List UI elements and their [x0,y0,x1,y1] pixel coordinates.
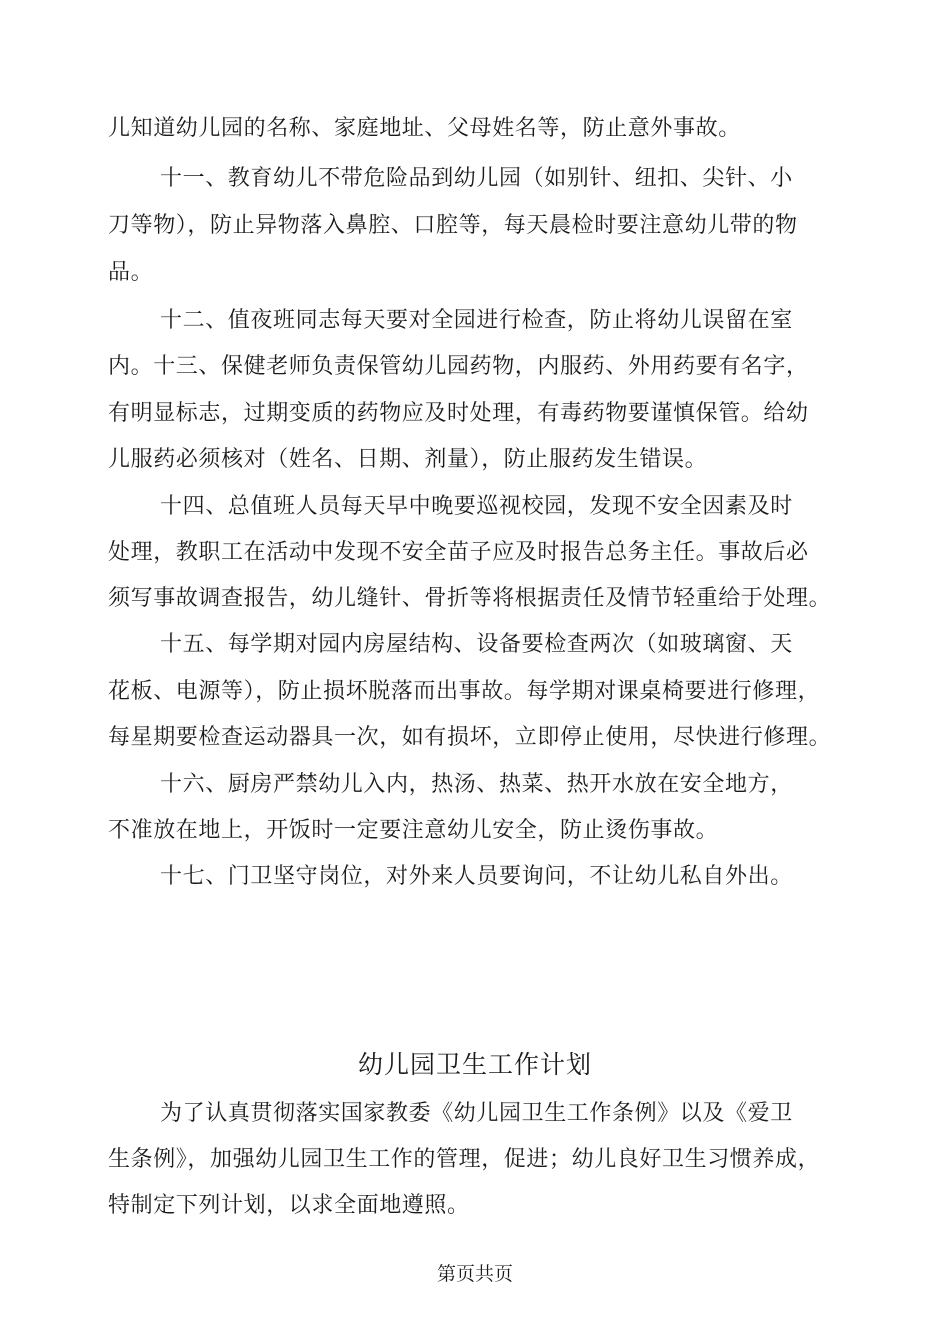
text-line: 处理，教职工在活动中发现不安全苗子应及时报告总务主任。事故后必 [108,540,809,565]
section-title: 幼儿园卫生工作计划 [357,1050,592,1079]
page-footer: 第页共页 [436,1263,513,1285]
text-line: 每星期要检查运动器具一次，如有损坏，立即停止使用，尽快进行修理。 [108,725,832,750]
text-line: 十二、值夜班同志每天要对全园进行检查，防止将幼儿误留在室 [160,308,793,333]
text-line: 品。 [108,260,154,285]
text-line: 儿知道幼儿园的名称、家庭地址、父母姓名等，防止意外事故。 [108,116,741,141]
text-line: 特制定下列计划，以求全面地遵照。 [108,1193,470,1218]
text-line: 花板、电源等），防止损坏脱落而出事故。每学期对课桌椅要进行修理， [108,679,821,704]
text-line: 不准放在地上，开饭时一定要注意幼儿安全，防止烫伤事故。 [108,818,719,843]
text-line: 为了认真贯彻落实国家教委《幼儿园卫生工作条例》以及《爱卫 [160,1101,793,1126]
text-line: 须写事故调查报告，幼儿缝针、骨折等将根据责任及情节轻重给于处理。 [108,586,832,611]
text-line: 十五、每学期对园内房屋结构、设备要检查两次（如玻璃窗、天 [160,632,793,657]
text-line: 有明显标志，过期变质的药物应及时处理，有毒药物要谨慎保管。给幼 [108,401,809,426]
text-line: 刀等物），防止异物落入鼻腔、口腔等，每天晨检时要注意幼儿带的物 [108,213,798,238]
text-line: 十六、厨房严禁幼儿入内，热汤、热菜、热开水放在安全地方， [160,772,793,797]
text-line: 十七、门卫坚守岗位，对外来人员要询问，不让幼儿私自外出。 [160,864,793,889]
text-line: 十四、总值班人员每天早中晚要巡视校园，发现不安全因素及时 [160,494,793,519]
text-line: 内。十三、保健老师负责保管幼儿园药物，内服药、外用药要有名字， [108,354,809,379]
text-line: 儿服药必须核对（姓名、日期、剂量），防止服药发生错误。 [108,447,708,472]
text-line: 十一、教育幼儿不带危险品到幼儿园（如别针、纽扣、尖针、小 [160,166,793,191]
text-line: 生条例》，加强幼儿园卫生工作的管理，促进；幼儿良好卫生习惯养成， [108,1147,821,1172]
